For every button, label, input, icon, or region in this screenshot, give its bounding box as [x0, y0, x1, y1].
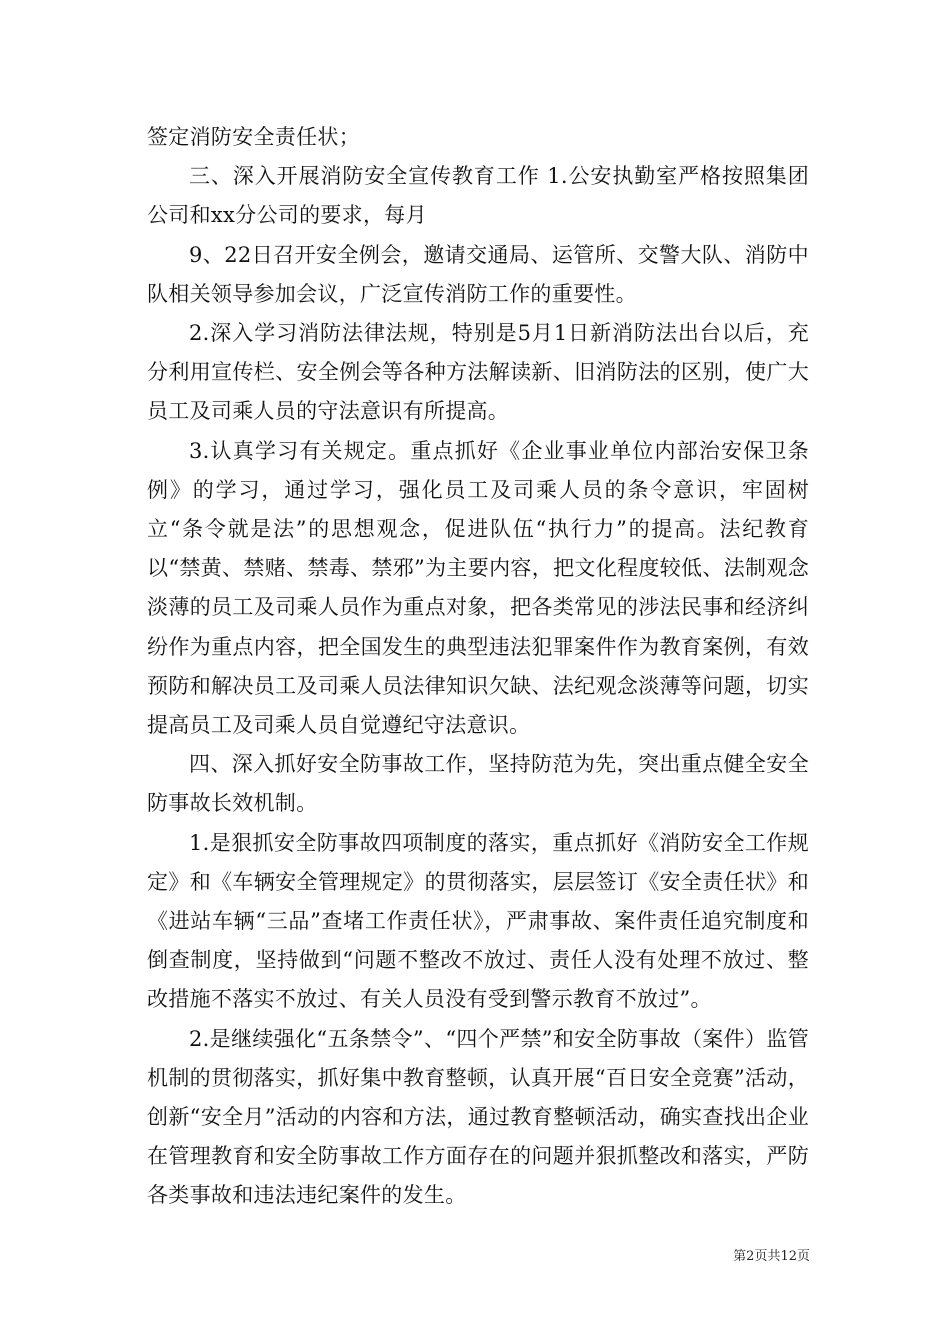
- paragraph-3: 9、22日召开安全例会，邀请交通局、运管所、交警大队、消防中队相关领导参加会议，广泛宣传消防工作的重要性。: [147, 242, 809, 306]
- paragraph-2: 三、深入开展消防安全宣传教育工作 1.公安执勤室严格按照集团公司和xx分公司的要求，每月: [147, 164, 809, 228]
- page-footer: 第2页共12页: [733, 1249, 810, 1264]
- paragraph-5: 3.认真学习有关规定。重点抓好《企业事业单位内部治安保卫条例》的学习，通过学习，强化员工及司乘人员的条令意识，牢固树立“条令就是法”的思想观念，促进队伍“执行力”的提高。法纪教育以“禁黄、禁赌、禁毒、禁邪”为主要内容，把文化程度较低、法制观念淡薄的员工及司乘人员作为重点对象，把各类常见的涉法民事和经济纠纷作为重点内容，把全国发生的典型违法犯罪案件作为教育案例，有效预防和解决员工及司乘人员法律知识欠缺、法纪观念淡薄等问题，切实提高员工及司乘人员自觉遵纪守法意识。: [147, 438, 809, 738]
- paragraph-7: 1.是狠抓安全防事故四项制度的落实，重点抓好《消防安全工作规定》和《车辆安全管理规定》的贯彻落实，层层签订《安全责任状》和《进站车辆“三品”查堵工作责任状》，严肃事故、案件责任追究制度和倒查制度，坚持做到“问题不整改不放过、责任人没有处理不放过、整改措施不落实不放过、有关人员没有受到警示教育不放过”。: [147, 830, 809, 1012]
- paragraph-8: 2.是继续强化“五条禁令”、“四个严禁”和安全防事故（案件）监管机制的贯彻落实，抓好集中教育整顿，认真开展“百日安全竞赛”活动，创新“安全月”活动的内容和方法，通过教育整顿活动，确实查找出企业在管理教育和安全防事故工作方面存在的问题并狠抓整改和落实，严防各类事故和违法违纪案件的发生。: [147, 1026, 809, 1208]
- paragraph-1: 签定消防安全责任状；: [147, 125, 360, 149]
- document-body: [147, 118, 809, 1216]
- paragraph-4: 2.深入学习消防法律法规，特别是5月1日新消防法出台以后，充分利用宣传栏、安全例会等各种方法解读新、旧消防法的区别，使广大员工及司乘人员的守法意识有所提高。: [147, 321, 809, 424]
- paragraph-6: 四、深入抓好安全防事故工作，坚持防范为先，突出重点健全安全防事故长效机制。: [147, 752, 809, 816]
